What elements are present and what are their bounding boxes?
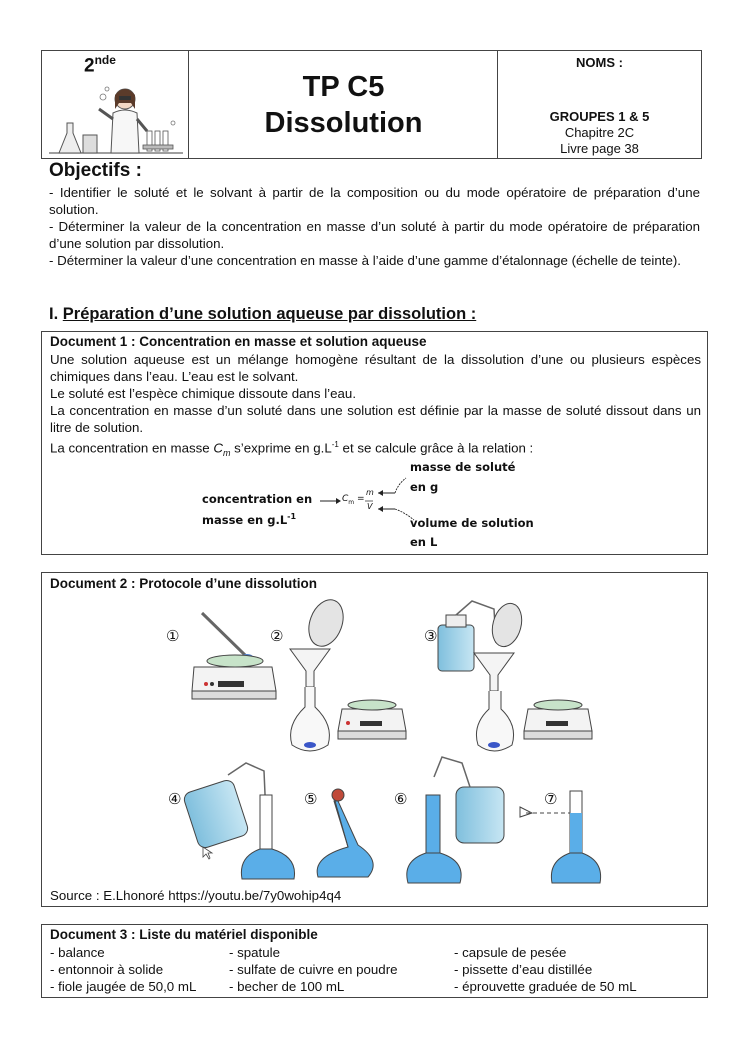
formula-diagram — [192, 456, 592, 552]
step-1-balance-with-spatula — [192, 613, 276, 699]
level-label: 2nde — [84, 53, 116, 77]
material-item: - spatule — [229, 945, 280, 960]
section-heading: I. Préparation d’une solution aqueuse par dissolution : — [49, 305, 477, 323]
header-title-cell — [189, 51, 498, 158]
tp-code: TP C5 — [302, 71, 385, 103]
material-item: - pissette d’eau distillée — [454, 962, 593, 977]
names-label: NOMS : — [576, 55, 623, 70]
groups-label: GROUPES 1 & 5 — [549, 109, 650, 124]
chapter-label: Chapitre 2C — [564, 125, 635, 140]
formula-arrows — [192, 456, 592, 552]
objective-item: - Déterminer la valeur d’une concentration en masse à l’aide d’une gamme d’étalonnage (échelle de teinte). — [49, 253, 681, 268]
step-number-5: ⑤ — [304, 790, 318, 808]
header-table — [41, 50, 702, 159]
formula-bottom-unit: en L — [410, 535, 438, 549]
doc1-paragraph: La concentration en masse d’un soluté dans une solution est définie par la masse de soluté dissout dans un litre de solution. — [50, 403, 701, 435]
material-item: - balance — [50, 945, 105, 960]
material-item: - éprouvette graduée de 50 mL — [454, 979, 637, 994]
header-level-cell — [42, 51, 189, 158]
document-1-box — [41, 331, 708, 555]
step-number-2: ② — [270, 627, 284, 645]
formula-denominator: V — [367, 502, 373, 511]
scientist-illustration — [47, 79, 185, 157]
doc1-paragraph: Le soluté est l’espèce chimique dissoute dans l’eau. — [50, 386, 357, 401]
objectives-heading: Objectifs : — [49, 160, 142, 181]
dissolution-protocol-illustration — [42, 595, 707, 885]
step-number-6: ⑥ — [394, 790, 408, 808]
document-3-box — [41, 924, 708, 998]
document-1-text — [50, 351, 701, 462]
step-number-7: ⑦ — [544, 790, 558, 808]
cursor-icon — [203, 847, 212, 859]
tp-title: Dissolution — [264, 107, 423, 139]
material-item: - fiole jaugée de 50,0 mL — [50, 979, 197, 994]
step-number-1: ① — [166, 627, 180, 645]
formula-bottom-label: volume de solution — [410, 516, 534, 530]
material-item: - sulfate de cuivre en poudre — [229, 962, 398, 977]
doc1-paragraph: La concentration en masse $C_m$ s’exprime en $g.L^{-1}$ et se calcule grâce à la relation : — [50, 440, 534, 459]
objective-item: - Identifier le soluté et le solvant à partir de la composition ou du mode opératoire de préparation d’une solution. — [49, 185, 700, 217]
formula-left-label: concentration en masse en $g.L^{-1}$ — [202, 492, 313, 527]
document-2-box — [41, 572, 708, 907]
objectives-list — [49, 184, 700, 269]
document-2-source: Source : E.Lhonoré https://youtu.be/7y0wohip4q4 — [50, 888, 342, 903]
step-3-wash-bottle-flask — [438, 600, 592, 751]
material-item: - becher de 100 mL — [229, 979, 345, 994]
material-item: - capsule de pesée — [454, 945, 567, 960]
material-item: - entonnoir à solide — [50, 962, 164, 977]
step-5-stoppered-flask — [317, 789, 373, 877]
step-4-filling-flask — [182, 763, 294, 879]
book-page-label: Livre page 38 — [560, 141, 639, 156]
doc1-paragraph: Une solution aqueuse est un mélange homogène résultant de la dissolution d’une ou plusieurs espèces chimiques dans l’eau. L’eau est le solvant. — [50, 352, 701, 384]
formula-equation: $C_m$ = — [342, 494, 365, 506]
formula-top-unit: en g — [410, 480, 439, 494]
step-number-4: ④ — [168, 790, 182, 808]
document-1-title: Document 1 : Concentration en masse et solution aqueuse — [50, 334, 427, 349]
header-info-cell — [498, 51, 701, 158]
step-2-funnel-flask — [290, 595, 406, 751]
step-6-adjusting-meniscus — [407, 757, 504, 883]
step-7-final-flask — [520, 791, 601, 883]
document-3-title: Document 3 : Liste du matériel disponible — [50, 927, 318, 942]
formula-top-label: masse de soluté — [410, 460, 516, 474]
objective-item: - Déterminer la valeur de la concentration en masse d’un soluté à partir du mode opératoire de préparation d’une solution par dissolution. — [49, 219, 700, 251]
document-2-title: Document 2 : Protocole d’une dissolution — [50, 576, 318, 591]
formula-numerator: m — [366, 488, 374, 497]
material-list — [50, 944, 700, 996]
step-number-3: ③ — [424, 627, 438, 645]
